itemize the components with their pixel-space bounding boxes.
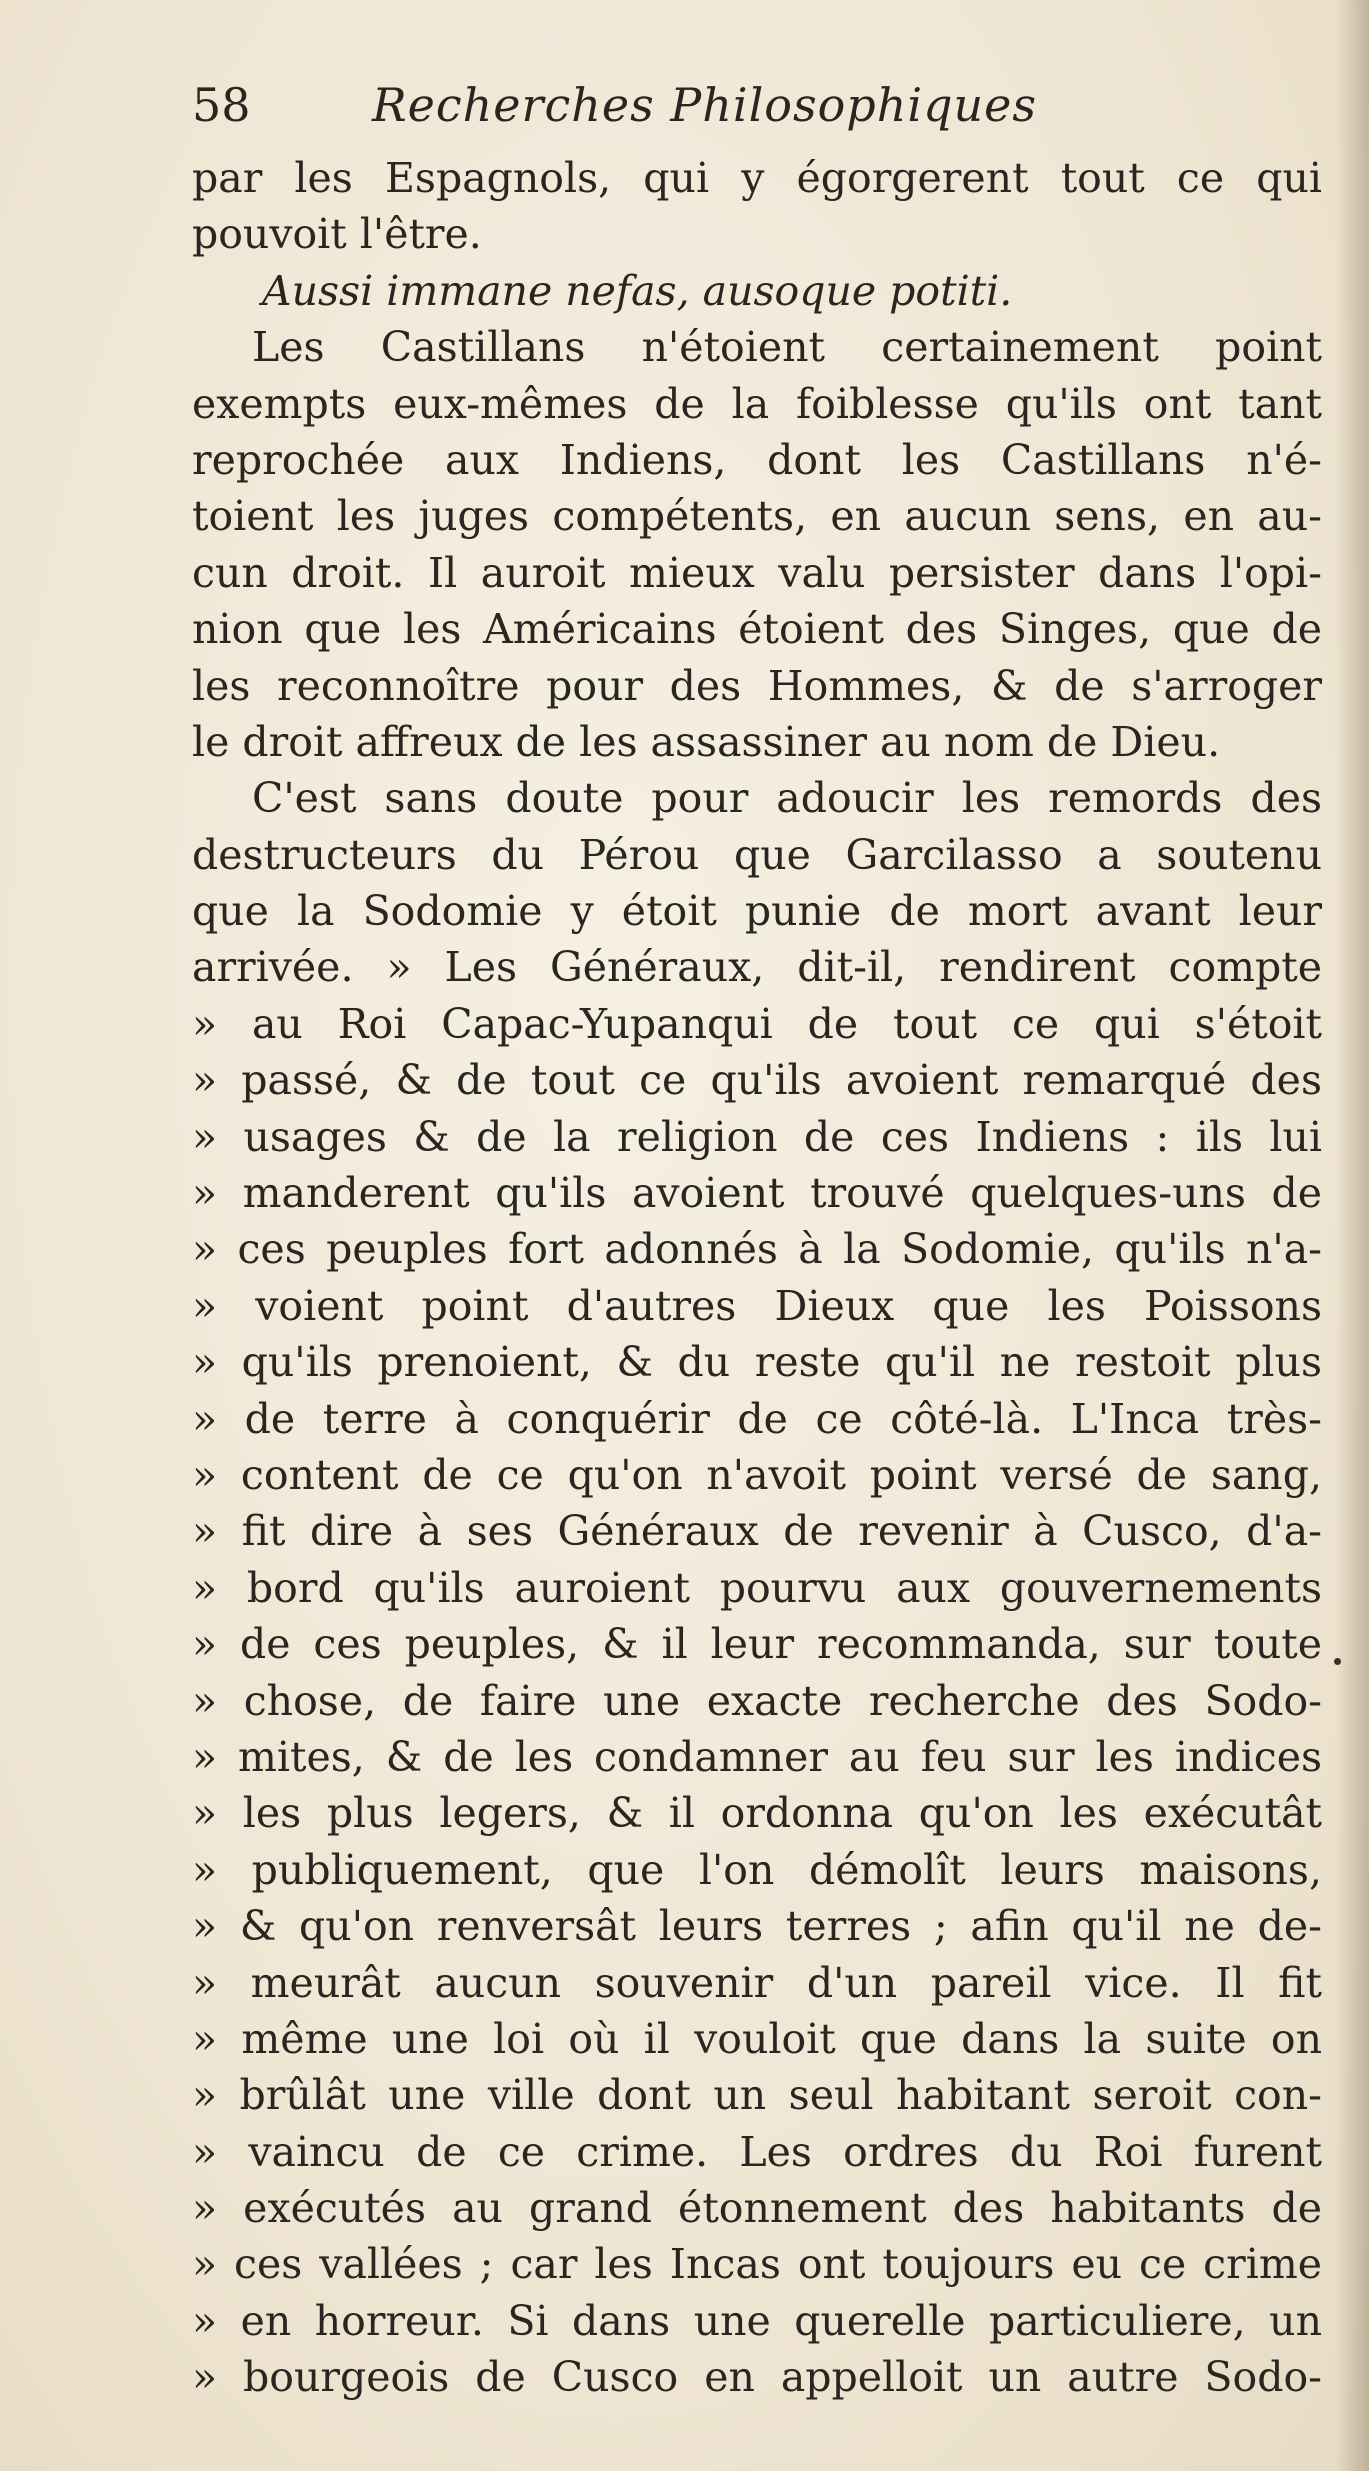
quoted-line: » publiquement, que l'on démolît leurs maisons, xyxy=(192,1845,1322,1894)
quoted-line: » de ces peuples, & il leur recommanda, sur toute xyxy=(192,1620,1322,1669)
text-line: Les Castillans n'étoient certainement point xyxy=(252,323,1322,372)
text-line: C'est sans doute pour adoucir les remords des xyxy=(252,774,1322,823)
quoted-line: » bord qu'ils auroient pourvu aux gouvernements xyxy=(192,1563,1322,1612)
quoted-line: » voient point d'autres Dieux que les Poissons xyxy=(192,1281,1322,1330)
quoted-line: » ces vallées ; car les Incas ont toujours eu ce crime xyxy=(192,2240,1322,2289)
quoted-line: » qu'ils prenoient, & du reste qu'il ne restoit plus xyxy=(192,1338,1322,1387)
quoted-line: » de terre à conquérir de ce côté-là. L'Inca très- xyxy=(192,1394,1322,1443)
quoted-line: » manderent qu'ils avoient trouvé quelques-uns de xyxy=(192,1169,1322,1218)
quoted-line: » ces peuples fort adonnés à la Sodomie, qu'ils n'a- xyxy=(192,1225,1322,1274)
text-line: le droit affreux de les assassiner au nom de Dieu. xyxy=(192,717,1221,766)
margin-dot xyxy=(1334,1658,1341,1665)
text-line: destructeurs du Pérou que Garcilasso a soutenu xyxy=(192,830,1322,879)
quoted-line: » vaincu de ce crime. Les ordres du Roi furent xyxy=(192,2127,1322,2176)
quoted-line: » exécutés au grand étonnement des habitants de xyxy=(192,2184,1322,2233)
text-line: par les Espagnols, qui y égorgerent tout ce qui xyxy=(192,154,1322,202)
text-line: cun droit. Il auroit mieux valu persister dans l'opi- xyxy=(192,548,1322,597)
text-line: toient les juges compétents, en aucun sens, en au- xyxy=(192,492,1322,541)
text-line: arrivée. » Les Généraux, dit-il, rendirent compte xyxy=(192,943,1322,992)
text-block xyxy=(192,78,1322,2406)
page-gutter-shadow xyxy=(1335,0,1369,2471)
quoted-line: » mites, & de les condamner au feu sur les indices xyxy=(192,1732,1322,1781)
quoted-line: » en horreur. Si dans une querelle particuliere, un xyxy=(192,2296,1322,2345)
quoted-line: » content de ce qu'on n'avoit point versé de sang, xyxy=(192,1450,1322,1499)
quoted-line: » au Roi Capac-Yupanqui de tout ce qui s'étoit xyxy=(192,999,1322,1048)
quoted-line: » bourgeois de Cusco en appelloit un autre Sodo- xyxy=(192,2353,1322,2402)
latin-quote: Aussi immane nefas, ausoque potiti. xyxy=(262,266,1013,315)
text-line: exempts eux-mêmes de la foiblesse qu'ils ont tant xyxy=(192,379,1322,428)
quoted-line: » fit dire à ses Généraux de revenir à Cusco, d'a- xyxy=(192,1507,1322,1556)
quoted-line: » brûlât une ville dont un seul habitant seroit con- xyxy=(192,2071,1322,2120)
text-line: que la Sodomie y étoit punie de mort avant leur xyxy=(192,887,1322,936)
text-line: reprochée aux Indiens, dont les Castillans n'é- xyxy=(192,435,1322,484)
text-line: pouvoit l'être. xyxy=(192,210,482,259)
quoted-line: » usages & de la religion de ces Indiens : ils lui xyxy=(192,1112,1322,1161)
quoted-line: » & qu'on renversât leurs terres ; afin qu'il ne de- xyxy=(192,1902,1322,1951)
running-title: Recherches Philosophiques xyxy=(372,78,1037,132)
text-line: les reconnoître pour des Hommes, & de s'arroger xyxy=(192,661,1322,710)
quoted-line: » même une loi où il vouloit que dans la suite on xyxy=(192,2014,1322,2063)
quoted-line: » passé, & de tout ce qu'ils avoient remarqué des xyxy=(192,1056,1322,1105)
quoted-line: » les plus legers, & il ordonna qu'on les exécutât xyxy=(192,1789,1322,1838)
text-line: nion que les Américains étoient des Singes, que de xyxy=(192,605,1322,654)
page-header xyxy=(192,78,1322,150)
quoted-line: » meurât aucun souvenir d'un pareil vice. Il fit xyxy=(192,1958,1322,2007)
quoted-line: » chose, de faire une exacte recherche des Sodo- xyxy=(192,1676,1322,1725)
page-number: 58 xyxy=(192,78,251,132)
